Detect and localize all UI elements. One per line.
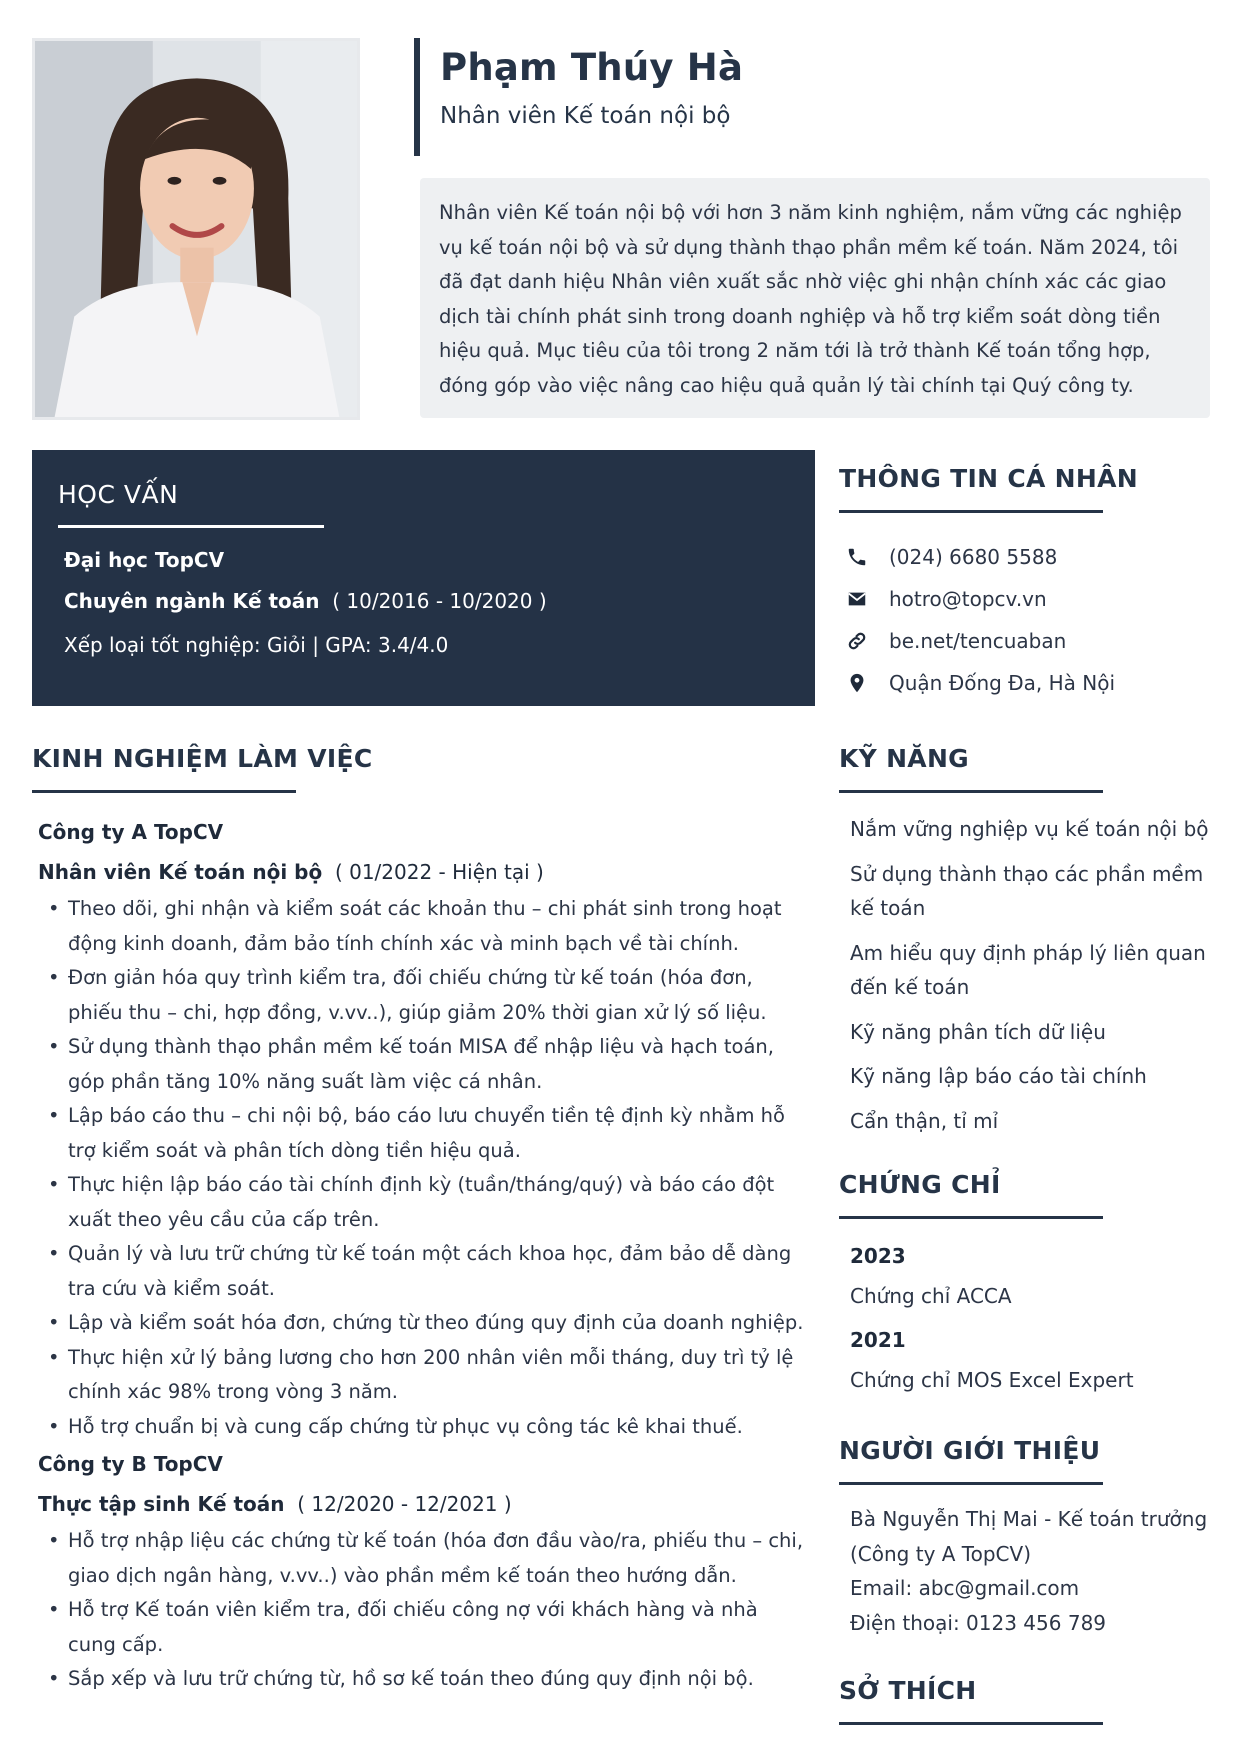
contact-website-text[interactable]: be.net/tencuaban — [889, 629, 1067, 653]
job-entry — [38, 812, 808, 1444]
education-period: ( 10/2016 - 10/2020 ) — [332, 589, 547, 613]
resume-header — [414, 38, 743, 156]
skill-item: Kỹ năng lập báo cáo tài chính — [850, 1064, 1147, 1088]
certificates-heading: CHỨNG CHỈ — [839, 1170, 1001, 1199]
link-icon — [845, 629, 869, 653]
skill-item: Sử dụng thành thạo các phần mềm kế toán — [850, 861, 1204, 920]
reference-email: Email: abc@gmail.com — [850, 1576, 1080, 1600]
contact-phone — [845, 536, 1115, 578]
certificate-name: Chứng chỉ MOS Excel Expert — [850, 1368, 1134, 1392]
duty-item: • Lập báo cáo thu – chi nội bộ, báo cáo lưu chuyển tiền tệ định kỳ nhằm hỗ trợ kiểm soát và phân tích dòng tiền hiệu quả. — [48, 1099, 808, 1168]
candidate-title: Nhân viên Kế toán nội bộ — [440, 103, 731, 129]
skill-item: Cẩn thận, tỉ mỉ — [850, 1108, 999, 1133]
job-role: Thực tập sinh Kế toán — [38, 1492, 285, 1516]
duty-item: • Hỗ trợ chuẩn bị và cung cấp chứng từ phục vụ công tác kê khai thuế. — [48, 1410, 808, 1445]
education-major: Chuyên ngành Kế toán — [64, 589, 320, 613]
references-section — [850, 1502, 1220, 1640]
skills-list — [850, 812, 1220, 1148]
duty-item: • Lập và kiểm soát hóa đơn, chứng từ theo đúng quy định của doanh nghiệp. — [48, 1306, 808, 1341]
hobbies-heading: SỞ THÍCH — [839, 1676, 977, 1705]
skill-item: Kỹ năng phân tích dữ liệu — [850, 1019, 1106, 1044]
job-company: Công ty B TopCV — [38, 1452, 223, 1476]
contact-email-text[interactable]: hotro@topcv.vn — [889, 587, 1047, 611]
skills-divider — [839, 790, 1103, 793]
references-divider — [839, 1482, 1103, 1485]
duty-item: • Hỗ trợ Kế toán viên kiểm tra, đối chiếu công nợ với khách hàng và nhà cung cấp. — [48, 1593, 808, 1662]
location-icon — [845, 671, 869, 695]
skills-heading: KỸ NĂNG — [839, 744, 969, 773]
certificate-year: 2023 — [850, 1244, 906, 1268]
contact-email — [845, 578, 1115, 620]
education-grade: Xếp loại tốt nghiệp: Giỏi | GPA: 3.4/4.0 — [64, 633, 449, 657]
contact-divider — [839, 510, 1103, 513]
certificates-divider — [839, 1216, 1103, 1219]
duty-item: • Thực hiện lập báo cáo tài chính định kỳ (tuần/tháng/quý) và báo cáo đột xuất theo yêu cầu của cấp trên. — [48, 1168, 808, 1237]
education-school: Đại học TopCV — [64, 548, 225, 572]
certificates-list — [850, 1236, 1220, 1404]
references-heading: NGƯỜI GIỚI THIỆU — [839, 1436, 1101, 1465]
contact-phone-text: (024) 6680 5588 — [889, 545, 1058, 569]
summary-box — [420, 178, 1210, 418]
phone-icon — [845, 545, 869, 569]
experience-section — [38, 812, 808, 1697]
job-period: ( 01/2022 - Hiện tại ) — [334, 860, 544, 884]
duty-item: • Sử dụng thành thạo phần mềm kế toán MISA để nhập liệu và hạch toán, góp phần tăng 10% năng suất làm việc cá nhân. — [48, 1030, 808, 1099]
job-duties — [48, 1524, 808, 1697]
education-major-line — [58, 589, 789, 613]
job-role-line — [38, 1484, 808, 1524]
candidate-name: Phạm Thúy Hà — [440, 46, 744, 89]
duty-item: • Đơn giản hóa quy trình kiểm tra, đối chiếu chứng từ kế toán (hóa đơn, phiếu thu – chi, hợp đồng, v.vv..), giúp giảm 20% thời gian xử lý số liệu. — [48, 961, 808, 1030]
contact-website — [845, 620, 1115, 662]
profile-photo — [32, 38, 360, 420]
job-entry — [38, 1444, 808, 1697]
experience-heading: KINH NGHIỆM LÀM VIỆC — [32, 744, 373, 773]
duty-item: • Theo dõi, ghi nhận và kiểm soát các khoản thu – chi phát sinh trong hoạt động kinh doanh, đảm bảo tính chính xác và minh bạch về tài chính. — [48, 892, 808, 961]
education-heading: HỌC VẤN — [58, 480, 179, 509]
skill-item: Am hiểu quy định pháp lý liên quan đến kế toán — [850, 940, 1206, 999]
portrait-image — [35, 41, 357, 417]
duty-item: • Hỗ trợ nhập liệu các chứng từ kế toán (hóa đơn đầu vào/ra, phiếu thu – chi, giao dịch ngân hàng, v.vv..) vào phần mềm kế toán theo hướng dẫn. — [48, 1524, 808, 1593]
certificate-name: Chứng chỉ ACCA — [850, 1284, 1012, 1308]
contact-list — [845, 536, 1115, 704]
certificate-year: 2021 — [850, 1328, 906, 1352]
reference-phone: Điện thoại: 0123 456 789 — [850, 1610, 1107, 1635]
job-role: Nhân viên Kế toán nội bộ — [38, 860, 323, 884]
mail-icon — [845, 587, 869, 611]
job-company: Công ty A TopCV — [38, 820, 224, 844]
contact-address — [845, 662, 1115, 704]
skill-item: Nắm vững nghiệp vụ kế toán nội bộ — [850, 817, 1209, 841]
reference-person: Bà Nguyễn Thị Mai - Kế toán trưởng (Công ty A TopCV) — [850, 1507, 1208, 1566]
contact-heading: THÔNG TIN CÁ NHÂN — [839, 464, 1138, 493]
contact-address-text: Quận Đống Đa, Hà Nội — [889, 671, 1116, 695]
experience-divider — [32, 790, 296, 793]
job-period: ( 12/2020 - 12/2021 ) — [297, 1492, 512, 1516]
hobbies-divider — [839, 1722, 1103, 1725]
job-role-line — [38, 852, 808, 892]
education-divider — [58, 525, 324, 528]
duty-item: • Sắp xếp và lưu trữ chứng từ, hồ sơ kế toán theo đúng quy định nội bộ. — [48, 1662, 808, 1697]
job-duties — [48, 892, 808, 1444]
duty-item: • Quản lý và lưu trữ chứng từ kế toán một cách khoa học, đảm bảo dễ dàng tra cứu và kiểm soát. — [48, 1237, 808, 1306]
duty-item: • Thực hiện xử lý bảng lương cho hơn 200 nhân viên mỗi tháng, duy trì tỷ lệ chính xác 98% trong vòng 3 năm. — [48, 1341, 808, 1410]
summary-text: Nhân viên Kế toán nội bộ với hơn 3 năm kinh nghiệm, nắm vững các nghiệp vụ kế toán nội bộ và sử dụng thành thạo phần mềm kế toán. Năm 2024, tôi đã đạt danh hiệu Nhân viên xuất sắc nhờ việc ghi nhận chính xác các giao dịch tài chính phát sinh trong doanh nghiệp và hỗ trợ kiểm soát dòng tiền hiệu quả. Mục tiêu của tôi trong 2 năm tới là trở thành Kế toán tổng hợp, đóng góp vào việc nâng cao hiệu quả quản lý tài chính tại Quý công ty. — [439, 201, 1182, 397]
education-section — [32, 450, 815, 706]
